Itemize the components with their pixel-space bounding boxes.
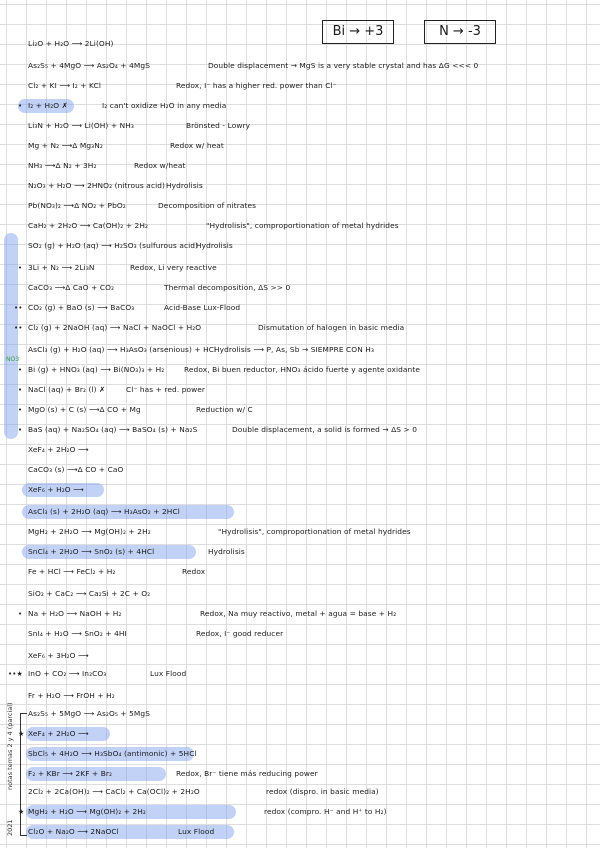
green-note: NO3 [6,356,20,363]
notes-line: F₂ + KBr ⟶ 2KF + Br₂ Redox, Br⁻ tiene más reducing power [0,764,600,784]
notes-line: Fe + HCl ⟶ FeCl₂ + H₂ Redox [28,567,206,576]
notes-line: •• CO₂ (g) + BaO (s) ⟶ BaCO₃ Acid-Base Lux-Flood [14,303,241,312]
notes-line: NH₃ ⟶Δ N₂ + 3H₂ Redox w/heat [28,161,186,170]
notes-line: CaCO₃ ⟶Δ CaO + CO₂ Thermal decomposition, ΔS >> 0 [28,283,291,292]
notes-line: CaCO₃ (s) ⟶Δ CO + CaO [28,465,124,474]
notes-line: Mg + N₂ ⟶Δ Mg₃N₂ Redox w/ heat [28,141,224,150]
notes-line: As₂S₅ + 5MgO ⟶ As₂O₅ + 5MgS [28,709,150,718]
bismuth-oxidation-box: Bi → +3 [322,20,394,44]
notes-line: ★ XeF₄ + 2H₂O ⟶ [0,724,600,744]
notes-line: • Na + H₂O ⟶ NaOH + H₂ Redox, Na muy reactivo, metal + agua = base + H₂ [18,609,397,618]
notes-line: • NaCl (aq) + Br₂ (l) ✗ Cl⁻ has + red. power [18,385,206,394]
notes-line: SnI₄ + H₂O ⟶ SnO₂ + 4HI Redox, I⁻ good reducer [28,629,284,638]
notes-line: Fr + H₂O ⟶ FrOH + H₂ [28,691,115,700]
notes-line: SbCl₅ + 4H₂O ⟶ H₃SbO₄ (antimonic) + 5HCl [0,744,600,764]
notes-line: SiO₂ + CaC₂ ⟶ Ca₂Si + 2C + O₂ [28,589,151,598]
notes-line: SO₂ (g) + H₂O (aq) ⟶ H₂SO₃ (sulfurous acid) Hydrolisis [28,241,233,250]
notes-line: SnCl₄ + 2H₂O ⟶ SnO₂ (s) + 4HCl Hydrolisis [0,542,600,562]
notes-line: XeF₄ + 2H₂O ⟶ [28,445,89,454]
notes-line: • MgO (s) + C (s) ⟶Δ CO + Mg Reduction w/ C [18,405,253,414]
notes-line: Cl₂O + Na₂O ⟶ 2NaOCl Lux Flood [0,822,600,842]
notes-line: • 3Li + N₂ ⟶ 2Li₃N Redox, Li very reactive [18,263,217,272]
notes-line: Cl₂ + KI ⟶ I₂ + KCl Redox, I⁻ has a higher red. power than Cl⁻ [28,81,337,90]
notes-line: ••★ InO + CO₂ ⟶ In₂CO₃ Lux Flood [8,669,187,678]
notes-line: Li₂O + H₂O ⟶ 2Li(OH) [28,39,114,48]
notes-line: • I₂ + H₂O ✗ I₂ can't oxidize H₂O in any media [0,96,600,116]
notes-line: XeF₆ + H₂O ⟶ [0,480,600,500]
notes-line: Li₃N + H₂O ⟶ Li(OH) + NH₃ Brönsted - Lowry [28,121,251,130]
notes-line: • BaS (aq) + Na₂SO₄ (aq) ⟶ BaSO₄ (s) + Na₂S Double displacement, a solid is formed → ΔS > 0 [18,425,418,434]
notes-line: 2Cl₂ + 2Ca(OH)₂ ⟶ CaCl₂ + Ca(OCl)₂ + 2H₂O redox (dispro. in basic media) [28,787,379,796]
notes-line: AsCl₃ (s) + 2H₂O (aq) ⟶ H₃AsO₂ + 2HCl [0,502,600,522]
notes-line: MgH₂ + 2H₂O ⟶ Mg(OH)₂ + 2H₂ "Hydrolisis", comproportionation of metal hydrides [28,527,411,536]
notes-line: • Bi (g) + HNO₃ (aq) ⟶ Bi(NO₃)₃ + H₂ Redox, Bi buen reductor, HNO₃ ácido fuerte y agente oxidante [18,365,420,374]
notes-line: CaH₂ + 2H₂O ⟶ Ca(OH)₂ + 2H₂ "Hydrolisis", comproportionation of metal hydrides [28,221,399,230]
notes-line: XeF₆ + 3H₂O ⟶ [28,651,89,660]
notes-line: AsCl₃ (g) + H₂O (aq) ⟶ H₃AsO₃ (arsenious) + HCl Hydrolisis ⟶ P, As, Sb → SIEMPRE CON H₃ [28,345,375,354]
notes-line: ★ MgH₂ + H₂O ⟶ Mg(OH)₂ + 2H₂ redox (compro. H⁻ and H⁺ to H₂) [0,802,600,822]
notes-line: N₂O₃ + H₂O ⟶ 2HNO₂ (nitrous acid) Hydrolisis [28,181,203,190]
year-label: 2021 [6,819,14,836]
notes-line: •• Cl₂ (g) + 2NaOH (aq) ⟶ NaCl + NaOCl + H₂O Dismutation of halogen in basic media [14,323,405,332]
notes-line: As₂S₅ + 4MgO ⟶ As₂O₄ + 4MgS Double displacement → MgS is a very stable crystal and has ΔG <<< 0 [28,61,479,70]
side-label: notas temas 2 y 4 (parcial) [6,702,14,790]
notes-line: Pb(NO₃)₂ ⟶Δ NO₂ + PbO₂ Decomposition of nitrates [28,201,257,210]
nitrogen-oxidation-box: N → -3 [424,20,496,44]
